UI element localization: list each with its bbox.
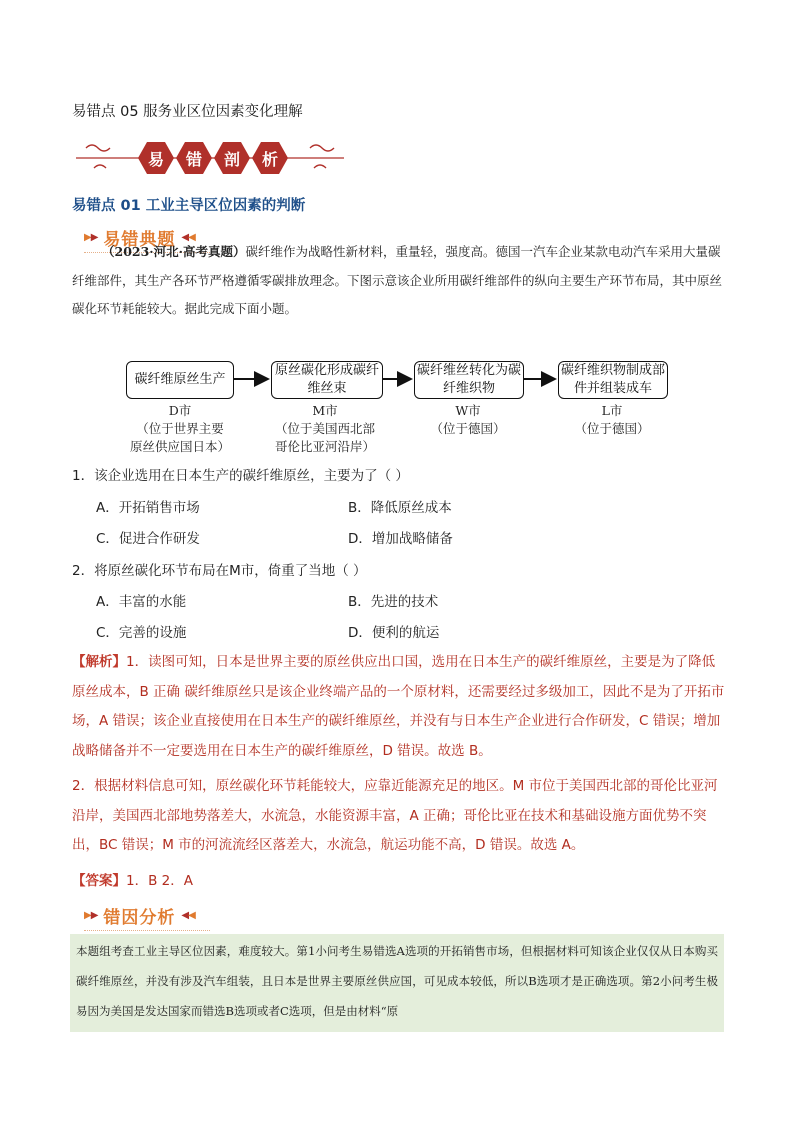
caption-city: W市 bbox=[455, 403, 481, 418]
q1-option-b: B．降低原丝成本 bbox=[348, 500, 452, 516]
banner-char: 剖 bbox=[223, 149, 240, 169]
flow-box-assembly: 碳纤维织物制成部件并组装成车 bbox=[558, 361, 668, 399]
subheading-label: 易错典题 bbox=[103, 229, 176, 250]
triangle-right-icon: ▶ bbox=[84, 909, 91, 921]
error-analysis-box bbox=[70, 934, 724, 1032]
banner-char: 析 bbox=[261, 149, 278, 169]
flow-box-carbonization: 原丝碳化形成碳纤维丝束 bbox=[271, 361, 383, 399]
q2-option-c: C．完善的设施 bbox=[96, 625, 187, 641]
analysis-text-1: 1．读图可知，日本是世界主要的原丝供应出口国，选用在日本生产的碳纤维原丝，主要是为了降低原丝成本，B 正确 碳纤维原丝只是该企业终端产品的一个原材料，还需要经过多级加工，因此不是为了开拓市场，A 错误；该企业直接使用在日本生产的碳纤维原丝，并没有与日本生产企业进行合作研发，C 错误；增加战略储备并不一定要选用在日本生产的碳纤维原丝，D 错误。故选 B。 bbox=[72, 654, 725, 759]
q1-option-a: A．开拓销售市场 bbox=[96, 500, 200, 516]
subheading-label: 错因分析 bbox=[103, 907, 176, 928]
question-material: 碳纤维作为战略性新材料，重量轻，强度高。德国一汽车企业某款电动汽车采用大量碳纤维部件，其生产各环节严格遵循零碳排放理念。下图示意该企业所用碳纤维部件的纵向主要生产环节布局，其中原丝碳化环节耗能较大。据此完成下面小题。 bbox=[72, 244, 723, 316]
document-header: 易错点 05 服务业区位因素变化理解 bbox=[72, 104, 303, 120]
triangle-left-icon: ◀ bbox=[181, 909, 189, 921]
caption-line: 哥伦比亚河沿岸） bbox=[274, 439, 375, 454]
q2-option-a: A．丰富的水能 bbox=[96, 594, 187, 610]
flow-caption-w bbox=[420, 402, 516, 438]
banner-char: 易 bbox=[147, 149, 164, 169]
triangle-left-icon: ◀ bbox=[188, 909, 195, 921]
q2-option-b: B．先进的技术 bbox=[348, 594, 439, 610]
caption-line: （位于德国） bbox=[430, 421, 506, 436]
q1-option-d: D．增加战略储备 bbox=[348, 531, 453, 547]
flow-caption-m bbox=[262, 402, 388, 456]
analysis-tag: 【解析】 bbox=[72, 654, 126, 670]
caption-line: （位于世界主要 bbox=[136, 421, 224, 436]
answer-line bbox=[72, 869, 193, 889]
caption-line: （位于美国西北部 bbox=[274, 421, 375, 436]
caption-city: M市 bbox=[312, 403, 338, 418]
question-1-stem: 1．该企业选用在日本生产的碳纤维原丝，主要为了（ ） bbox=[72, 468, 409, 484]
triangle-right-icon: ▶ bbox=[90, 909, 98, 921]
answer-tag: 【答案】 bbox=[72, 873, 126, 889]
banner-char: 错 bbox=[185, 149, 202, 169]
triangle-left-icon: ◀ bbox=[188, 231, 195, 243]
answer-text: 1．B 2．A bbox=[126, 873, 193, 889]
subheading-error-cause bbox=[84, 902, 195, 928]
caption-line: 原丝供应国日本） bbox=[129, 439, 230, 454]
q2-option-d: D．便利的航运 bbox=[348, 625, 440, 641]
question-source: （2023·河北·高考真题） bbox=[102, 244, 246, 259]
dotted-divider bbox=[84, 930, 210, 931]
triangle-left-icon: ◀ bbox=[181, 231, 189, 243]
analysis-part-2: 2．根据材料信息可知，原丝碳化环节耗能较大，应靠近能源充足的地区。M 市位于美国西北部的哥伦比亚河沿岸，美国西北部地势落差大，水流急，水能资源丰富，A 正确；哥伦比亚在技术和基础设施方面优势不突出，BC 错误；M 市的河流流经区落差大，水流急，航运功能不高，D 错误。故选 A。 bbox=[72, 778, 718, 853]
q1-option-c: C．促进合作研发 bbox=[96, 531, 200, 547]
flow-arrows bbox=[0, 0, 794, 430]
flow-box-raw-fiber: 碳纤维原丝生产 bbox=[126, 361, 234, 399]
flow-box-fabric: 碳纤维丝转化为碳纤维织物 bbox=[414, 361, 524, 399]
triangle-right-icon: ▶ bbox=[90, 231, 98, 243]
error-analysis-text: 本题组考查工业主导区位因素，难度较大。第1小问考生易错选A选项的开拓销售市场，但根据材料可知该企业仅仅从日本购买碳纤维原丝，并没有涉及汽车组装，且日本是世界主要原丝供应国，可见成本较低，所以B选项才是正确选项。第2小问考生极易因为美国是发达国家而错选B选项或者C选项，但是由材料“原 bbox=[76, 944, 718, 1018]
caption-city: D市 bbox=[168, 403, 192, 418]
flow-caption-d bbox=[122, 402, 238, 456]
question-2-stem: 2．将原丝碳化环节布局在M市，倚重了当地（ ） bbox=[72, 563, 367, 579]
triangle-right-icon: ▶ bbox=[84, 231, 91, 243]
analysis-part-1 bbox=[72, 648, 728, 766]
flow-caption-l bbox=[564, 402, 660, 438]
caption-line: （位于德国） bbox=[574, 421, 650, 436]
section-title: 易错点 01 工业主导区位因素的判断 bbox=[72, 198, 306, 214]
caption-city: L市 bbox=[601, 403, 623, 418]
